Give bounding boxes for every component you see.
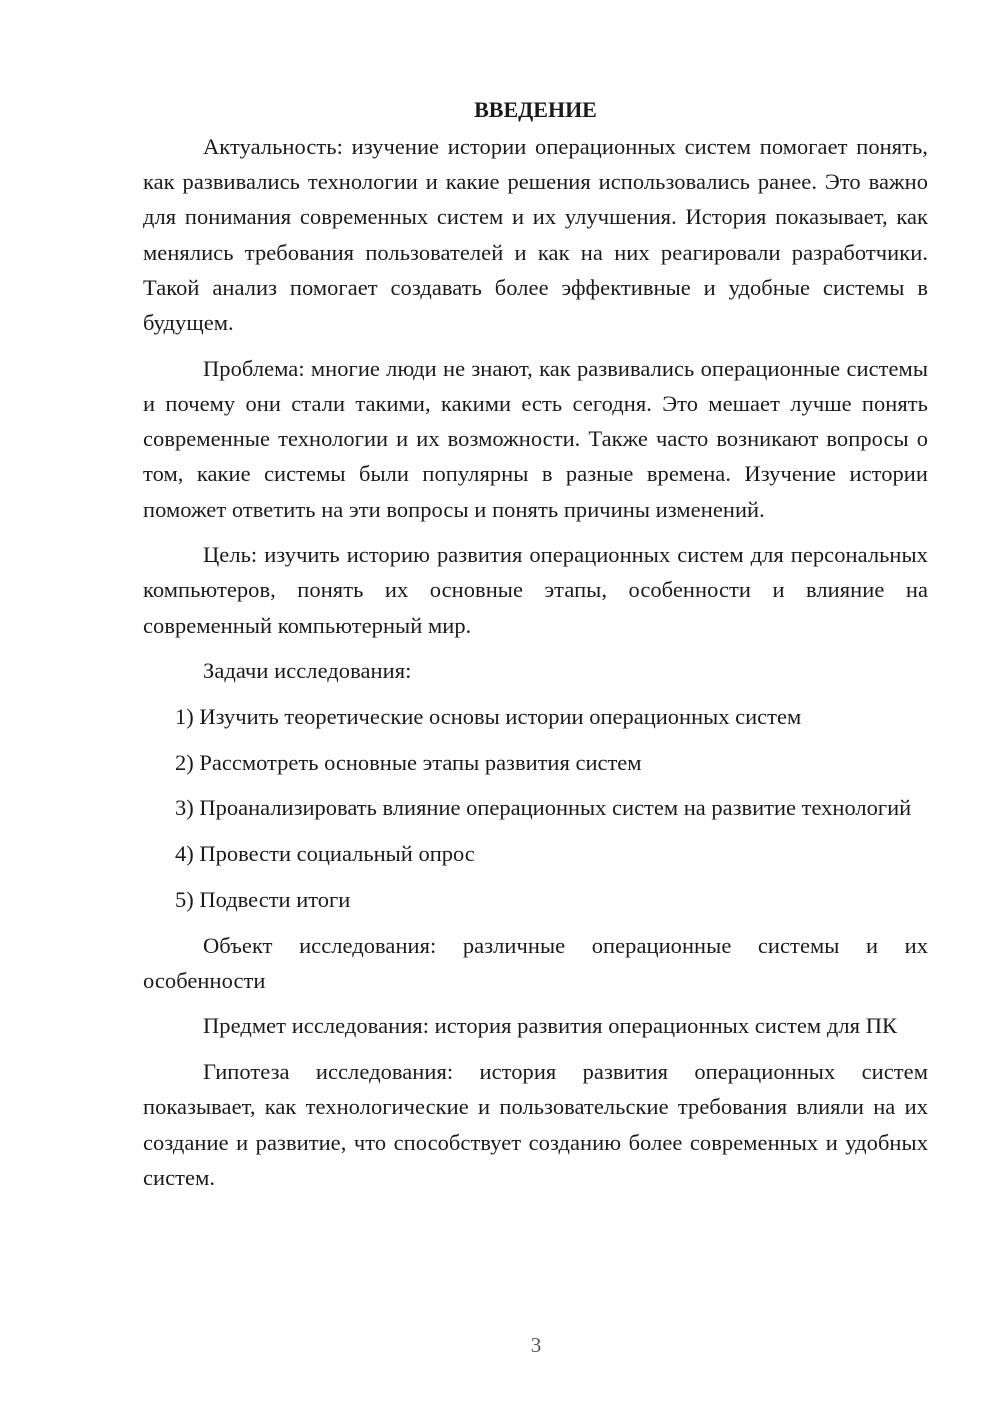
task-item-4: 4) Провести социальный опрос [175,841,475,867]
paragraph-problem: Проблема: многие люди не знают, как развивались операционные системы и почему они стали такими, какими есть сегодня. Это мешает лучше понять современные технологии и их возможности. Также часто возникают вопросы о том, какие системы были популярны в разные времена. Изучение истории поможет ответить на эти вопросы и понять причины изменений. [143,355,928,522]
paragraph-relevance: Актуальность: изучение истории операционных систем помогает понять, как развивались технологии и какие решения использовались ранее. Это важно для понимания современных систем и их улучшения. История показывает, как менялись требования пользователей и как на них реагировали разработчики. Такой анализ помогает создавать более эффективные и удобные системы в будущем. [143,134,928,336]
task-item-1: 1) Изучить теоретические основы истории операционных систем [175,704,802,730]
paragraph-goal: Цель: изучить историю развития операционных систем для персональных компьютеров, понять их основные этапы, особенности и влияние на современный компьютерный мир. [143,542,928,638]
task-item-5: 5) Подвести итоги [175,886,351,912]
paragraph-hypothesis: Гипотеза исследования: история развития операционных систем показывает, как технологические и пользовательские требования влияли на их создание и развитие, что способствует созданию более современных и удобных систем. [143,1059,928,1190]
page-number: 3 [530,1333,542,1357]
page-title: ВВЕДЕНИЕ [474,97,597,122]
task-item-3: 3) Проанализировать влияние операционных систем на развитие технологий [175,795,912,821]
tasks-title: Задачи исследования: [203,658,412,684]
document-page [143,92,928,1195]
task-item-2: 2) Рассмотреть основные этапы развития систем [175,749,642,775]
paragraph-object: Объект исследования: различные операционные системы и их особенности [143,932,928,993]
paragraph-subject: Предмет исследования: история развития операционных систем для ПК [203,1013,898,1039]
